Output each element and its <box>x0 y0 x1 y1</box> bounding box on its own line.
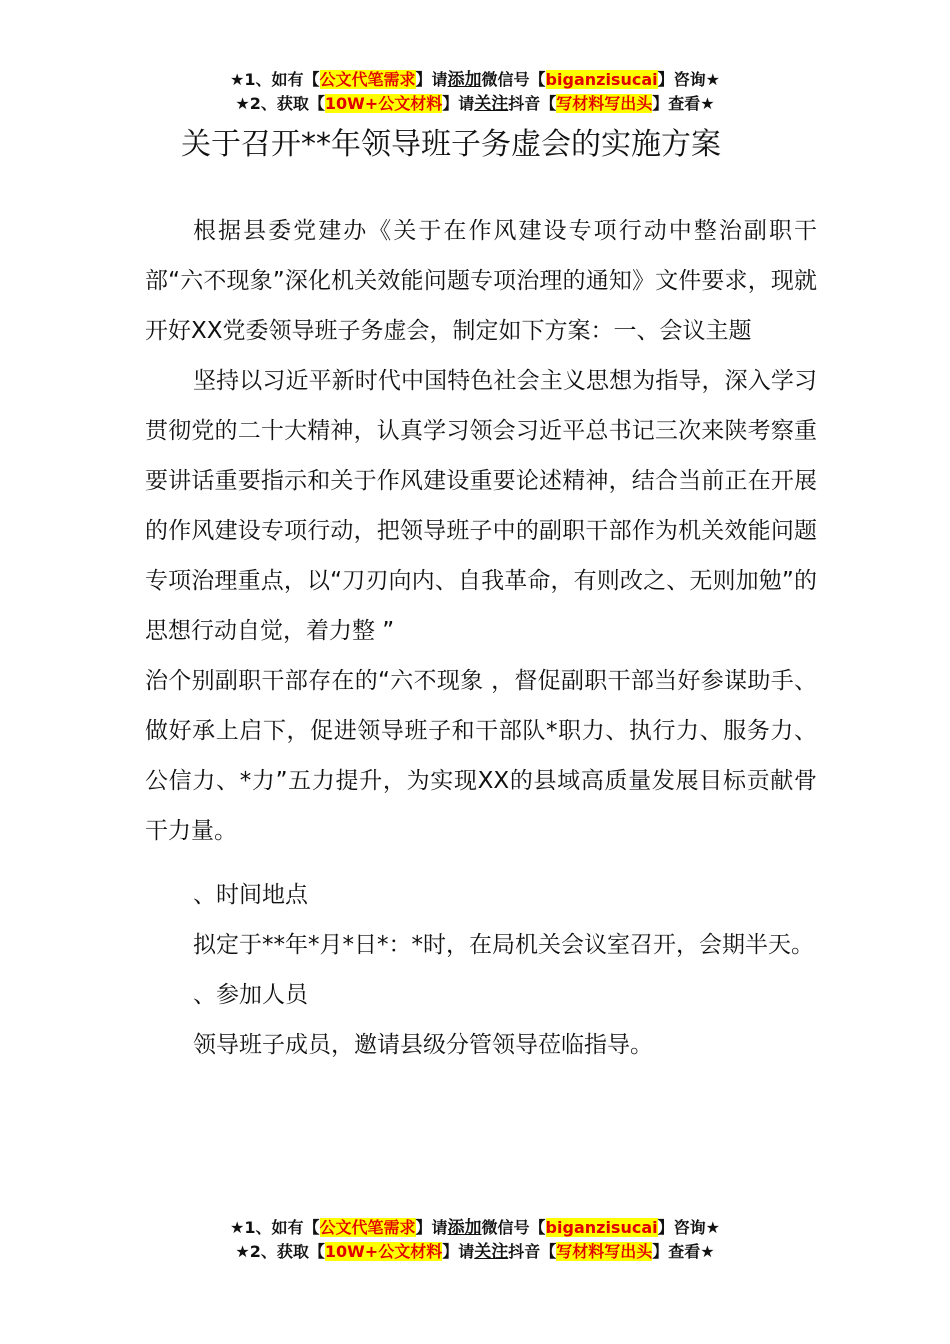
paragraph-attendees: 领导班子成员，邀请县级分管领导莅临指导。 <box>193 1032 653 1058</box>
document-body <box>145 206 817 1070</box>
promo-line-2: ★2、获取【10W+公文材料】请关注抖音【写材料写出头】查看★ <box>235 1242 715 1262</box>
paragraph-theme: 坚持以习近平新时代中国特色社会主义思想为指导，深入学习贯彻党的二十大精神，认真学习领会习近平总书记三次来陕考察重要讲话重要指示和关于作风建设重要论述精神，结合当前正在开展的作风建设专项行动，把领导班子中的副职干部作为机关效能问题专项治理重点，以“刀刃向内、自我革命，有则改之、无则加勉”的思想行动自觉，着力整 ” <box>145 368 817 644</box>
promo-line-1: ★1、如有【公文代笔需求】请添加微信号【biganzisucai】咨询★ <box>230 70 720 90</box>
section-heading-attendees: 、参加人员 <box>193 982 308 1008</box>
highlight-materials: 10W+公文材料 <box>324 1242 443 1261</box>
highlight-douyin: 写材料写出头 <box>556 1242 653 1261</box>
paragraph-theme-continued: 治个别副职干部存在的“六不现象 ，督促副职干部当好参谋助手、做好承上启下，促进领导班子和干部队*职力、执行力、服务力、公信力、*力”五力提升，为实现XX的县域高质量发展目标贡献骨干力量。 <box>145 668 817 844</box>
highlight-materials: 10W+公文材料 <box>324 94 443 113</box>
highlight-service: 公文代笔需求 <box>319 1218 416 1237</box>
promo-banner-top <box>0 68 950 116</box>
paragraph-intro: 根据县委党建办《关于在作风建设专项行动中整治副职干部“六不现象”深化机关效能问题专项治理的通知》文件要求，现就开好XX党委领导班子务虚会，制定如下方案：一、会议主题 <box>145 218 817 344</box>
promo-banner-bottom <box>0 1216 950 1264</box>
paragraph-time-place: 拟定于**年*月*日*：*时，在局机关会议室召开，会期半天。 <box>193 932 814 958</box>
document-title: 关于召开**年领导班子务虚会的实施方案 <box>181 127 721 162</box>
promo-line-2: ★2、获取【10W+公文材料】请关注抖音【写材料写出头】查看★ <box>235 94 715 114</box>
promo-line-1: ★1、如有【公文代笔需求】请添加微信号【biganzisucai】咨询★ <box>230 1218 720 1238</box>
section-heading-time-place: 、时间地点 <box>193 882 308 908</box>
highlight-service: 公文代笔需求 <box>319 70 416 89</box>
highlight-wechat-id: biganzisucai <box>545 70 658 89</box>
highlight-douyin: 写材料写出头 <box>556 94 653 113</box>
highlight-wechat-id: biganzisucai <box>545 1218 658 1237</box>
